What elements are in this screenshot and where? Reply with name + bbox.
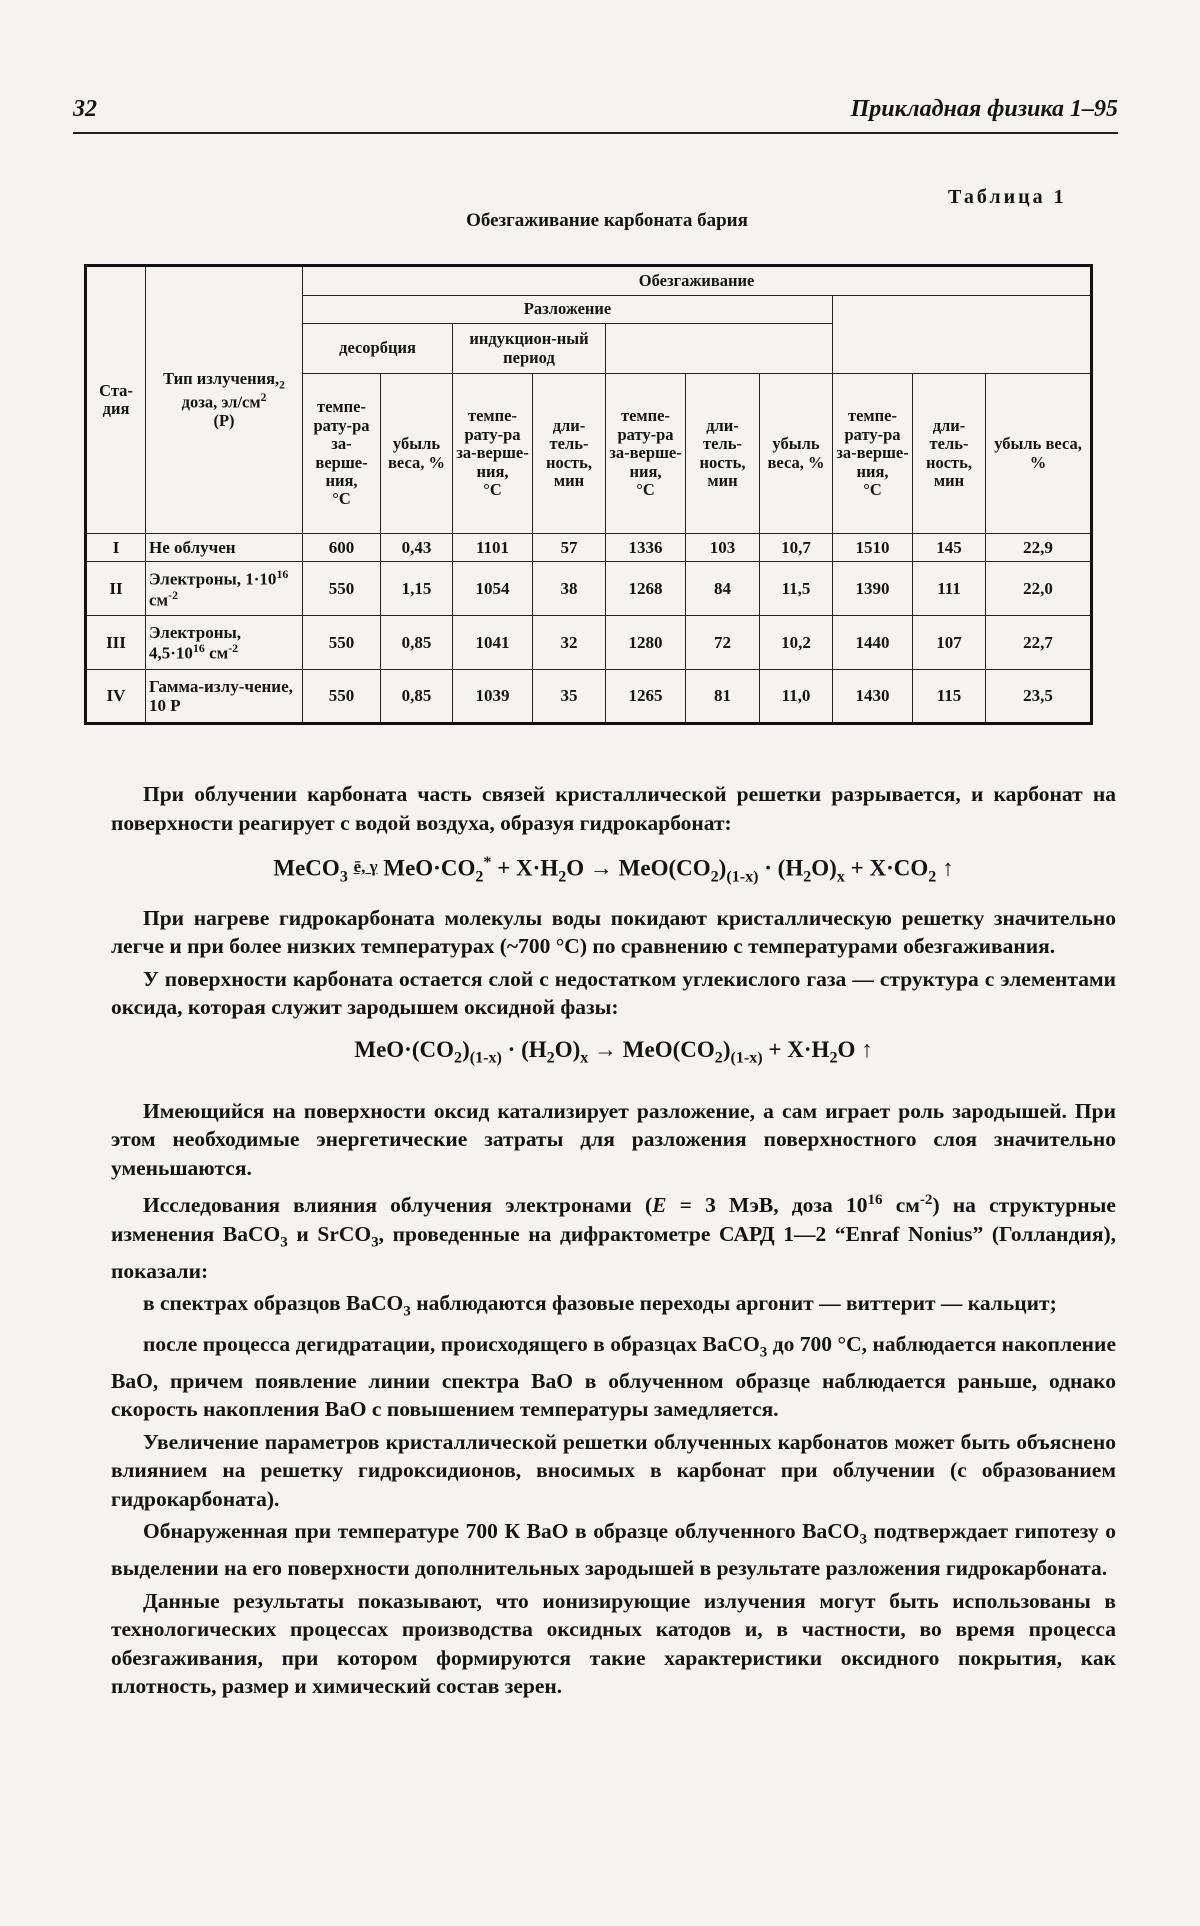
table-row: III Электроны, $4,5\cdot 10^{16}$ $см^{-2}$ 550 0,85 1041 32 1280 72 10,2 1440 107 22,7 [86, 616, 1092, 670]
table-row: II Электроны, $1\cdot 10^{16}$ $см^{-2}$ 550 1,15 1054 38 1268 84 11,5 1390 111 22,0 [86, 562, 1092, 616]
head-weight: убыль веса, % [986, 374, 1092, 534]
page-number: 32 [73, 96, 97, 122]
head-duration: дли-тель-ность, мин [533, 374, 606, 534]
paragraph: Имеющийся на поверхности оксид катализирует разложение, а сам играет роль зародышей. При этом необходимые энергетические затраты для разложения поверхностного слоя значительно уменьшаются. [111, 1098, 1116, 1180]
head-temp: темпе-рату-ра за-верше-ния, °С [833, 374, 913, 534]
head-blank [833, 296, 1092, 374]
journal-title: Прикладная физика 1–95 [850, 96, 1118, 122]
paragraph: При облучении карбоната часть связей кристаллической решетки разрывается, и карбонат на поверхности реагирует с водой воздуха, образуя гидрокарбонат: [111, 782, 1116, 835]
paragraph: Исследования влияния облучения электронами (E = 3 МэВ, доза $10^{16}$ $см^{-2}$) на структурные изменения BaCO$_3$ и SrCO$_3$, проведенные на дифрактометре САРД 1—2 “Enraf Nonius” (Голландия), показали: [111, 1192, 1116, 1283]
head-induction: индукцион-ный период [453, 324, 606, 374]
article-body [111, 780, 1116, 1701]
head-blank-2 [606, 324, 833, 374]
paragraph: в спектрах образцов BaCO$_3$ наблюдаются фазовые переходы аргонит — виттерит — кальцит; [143, 1291, 1057, 1320]
head-type: Тип $излучения,_2$ доза, $эл/см^2$ (P) [146, 266, 303, 534]
table-title: Обезгаживание карбоната бария [466, 210, 748, 231]
head-decomposition: Разложение [303, 296, 833, 324]
paragraph: после процесса дегидратации, происходящего в образцах BaCO$_3$ до 700 °С, наблюдается накопление BaO, причем появление линии спектра BaO в облученном образце наблюдается раньше, однако скорость накопления BaO с повышением температуры замедляется. [111, 1332, 1116, 1422]
table-row: I Не облучен 600 0,43 1101 57 1336 103 10,7 1510 145 22,9 [86, 534, 1092, 562]
head-weight: убыль веса, % [381, 374, 453, 534]
table-row: IV Гамма-излу-чение, 10 Р 550 0,85 1039 35 1265 81 11,0 1430 115 23,5 [86, 670, 1092, 724]
equation-hydrocarbonate: MeCO$_3$ ē, γ $MeO\cdot CO_2^* + X\cdot H_2O \to MeO(CO_2)_{(1-x)} \cdot (H_2O)_x + X\cdot CO_2$ ↑ [273, 854, 954, 886]
head-stage: Ста-дия [86, 266, 146, 534]
head-weight: убыль веса, % [760, 374, 833, 534]
paragraph: У поверхности карбоната остается слой с недостатком углекислого газа — структура с элементами оксида, которая служит зародышем оксидной фазы: [111, 966, 1116, 1020]
head-temp: темпе-рату-ра за-верше-ния, °С [453, 374, 533, 534]
head-temp: темпе-рату-ра за-верше-ния, °С [606, 374, 686, 534]
paragraph: Обнаруженная при температуре 700 К BaO в образце облученного BaCO$_3$ подтверждает гипотезу о выделении на его поверхности дополнительных зародышей в результате разложения гидрокарбоната. [111, 1519, 1116, 1581]
equation-oxide-phase: $MeO\cdot(CO_2)_{(1-x)} \cdot (H_2O)_x \to MeO(CO_2)_{(1-x)} + X\cdot H_2O$ ↑ [354, 1036, 873, 1067]
head-duration: дли-тель-ность, мин [913, 374, 986, 534]
page-header [73, 96, 1118, 134]
head-degassing: Обезгаживание [303, 266, 1092, 296]
degassing-table [84, 264, 1093, 725]
head-temp: темпе-рату-ра за-верше-ния, °С [303, 374, 381, 534]
head-duration: дли-тель-ность, мин [686, 374, 760, 534]
paragraph: Данные результаты показывают, что ионизирующие излучения могут быть использованы в технологических процессах производства оксидных катодов и, в частности, во время процесса обезгаживания, при котором формируются такие характеристики оксидного покрытия, как плотность, размер и химический состав зерен. [111, 1588, 1116, 1699]
paragraph: При нагреве гидрокарбоната молекулы воды покидают кристаллическую решетку значительно легче и при более низких температурах (~700 °С) по сравнению с температурами обезгаживания. [111, 905, 1116, 959]
paragraph: Увеличение параметров кристаллической решетки облученных карбонатов может быть объяснено влиянием на решетку гидроксидионов, вносимых в карбонат при облучении (с образованием гидрокарбоната). [111, 1429, 1116, 1511]
head-desorption: десорбция [303, 324, 453, 374]
table-caption: Таблица 1 [948, 186, 1067, 208]
